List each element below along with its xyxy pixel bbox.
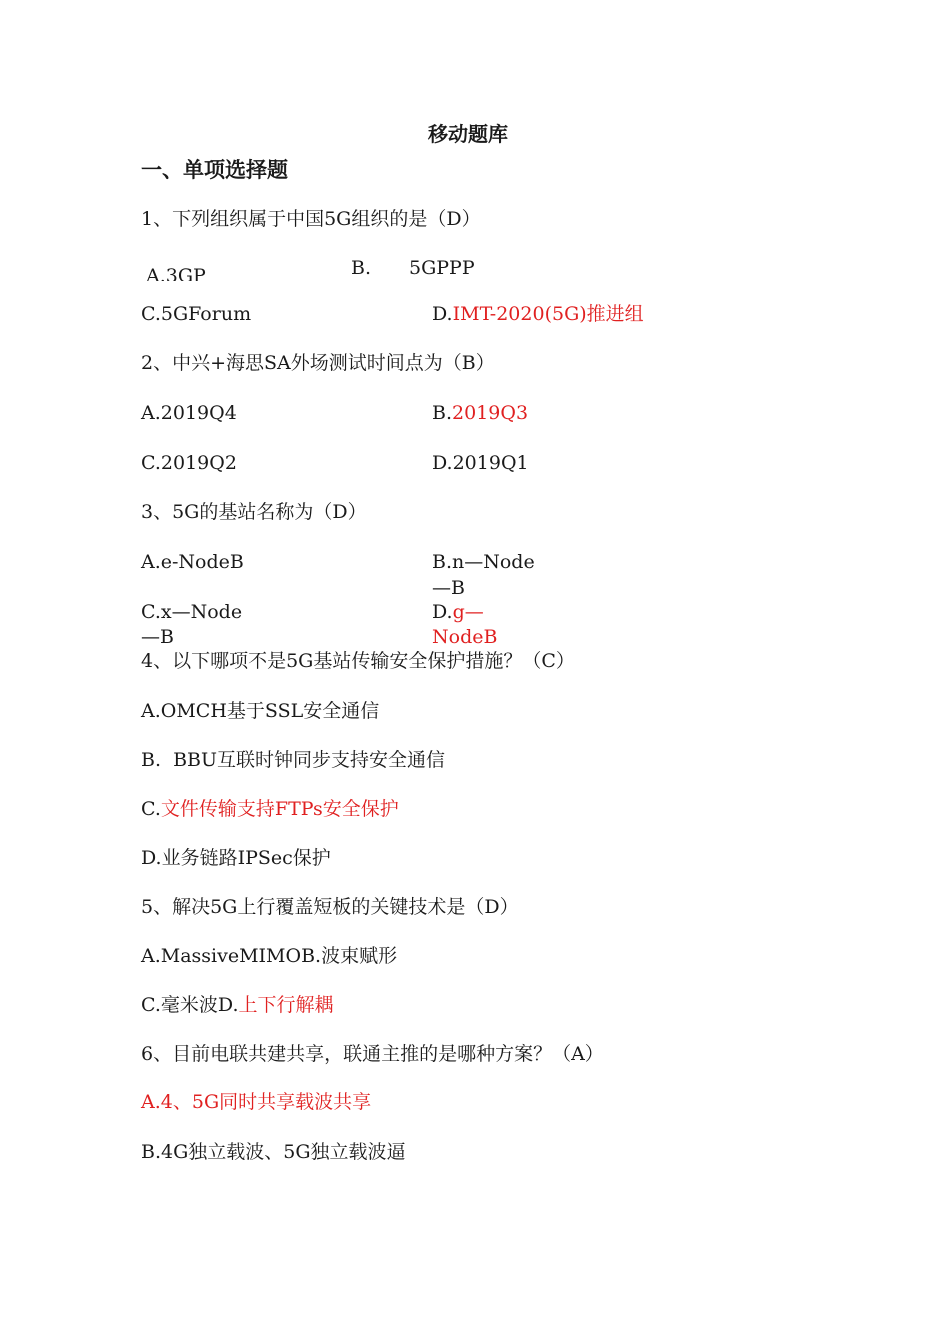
q1-option-a: A.3GP (146, 265, 206, 281)
q3-option-c-line1: C.x—Node (141, 601, 243, 623)
section-heading: 一、单项选择题 (141, 158, 288, 182)
q2-option-c: C.2019Q2 (141, 452, 237, 474)
q5-answer: 上下行解耦 (238, 994, 334, 1016)
q1-option-d-prefix: D. (432, 303, 453, 325)
q3-option-b-line2: —B (432, 577, 465, 599)
q4-option-c-prefix: C. (141, 798, 161, 820)
q3-answer-part2: NodeB (432, 626, 498, 648)
q3-option-c-line2: —B (141, 626, 174, 648)
q5-options-ab: A.MassiveMIMOB.波束赋形 (141, 945, 398, 967)
q2-option-b (432, 401, 528, 425)
q1-option-c: C.5GForum (141, 303, 252, 325)
question-4: 4、以下哪项不是5G基站传输安全保护措施？（C） (141, 650, 575, 672)
question-5: 5、解决5G上行覆盖短板的关键技术是（D） (141, 896, 519, 918)
q6-answer: 4、5G同时共享载波共享 (160, 1091, 372, 1113)
q6-option-a-prefix: A. (141, 1091, 161, 1113)
q6-option-b: B.4G独立载波、5G独立载波逼 (141, 1141, 406, 1163)
q2-answer: 2019Q3 (452, 402, 529, 424)
q1-option-b: 5GPPP (409, 257, 475, 279)
question-6: 6、目前电联共建共享，联通主推的是哪种方案？（A） (141, 1043, 604, 1065)
q3-option-a: A.e-NodeB (141, 551, 244, 573)
q3-option-d-line1 (432, 600, 484, 624)
document-title: 移动题库 (428, 122, 508, 146)
q4-option-b: B. BBU互联时钟同步支持安全通信 (141, 749, 446, 771)
question-3: 3、5G的基站名称为（D） (141, 501, 367, 523)
q3-answer-part1: g— (452, 601, 484, 623)
q3-option-b-line1: B.n—Node (432, 551, 535, 573)
q4-option-d: D.业务链路IPSec保护 (141, 847, 331, 869)
q3-option-d-prefix: D. (432, 601, 453, 623)
q4-option-a: A.OMCH基于SSL安全通信 (141, 700, 380, 722)
q1-answer: IMT-2020(5G)推进组 (452, 303, 644, 325)
q5-options-cd (141, 993, 334, 1017)
q2-option-a: A.2019Q4 (141, 402, 237, 424)
q2-option-b-prefix: B. (432, 402, 453, 424)
q2-option-d: D.2019Q1 (432, 452, 529, 474)
q1-option-b-prefix: B. (351, 257, 372, 279)
question-1: 1、下列组织属于中国5G组织的是（D） (141, 208, 481, 230)
q5-options-cd-prefix: C.毫米波D. (141, 994, 239, 1016)
q4-answer: 文件传输支持FTPs安全保护 (160, 798, 399, 820)
q6-option-a (141, 1090, 371, 1114)
question-2: 2、中兴+海思SA外场测试时间点为（B） (141, 352, 495, 374)
q1-option-d (432, 302, 644, 326)
q4-option-c (141, 797, 399, 821)
